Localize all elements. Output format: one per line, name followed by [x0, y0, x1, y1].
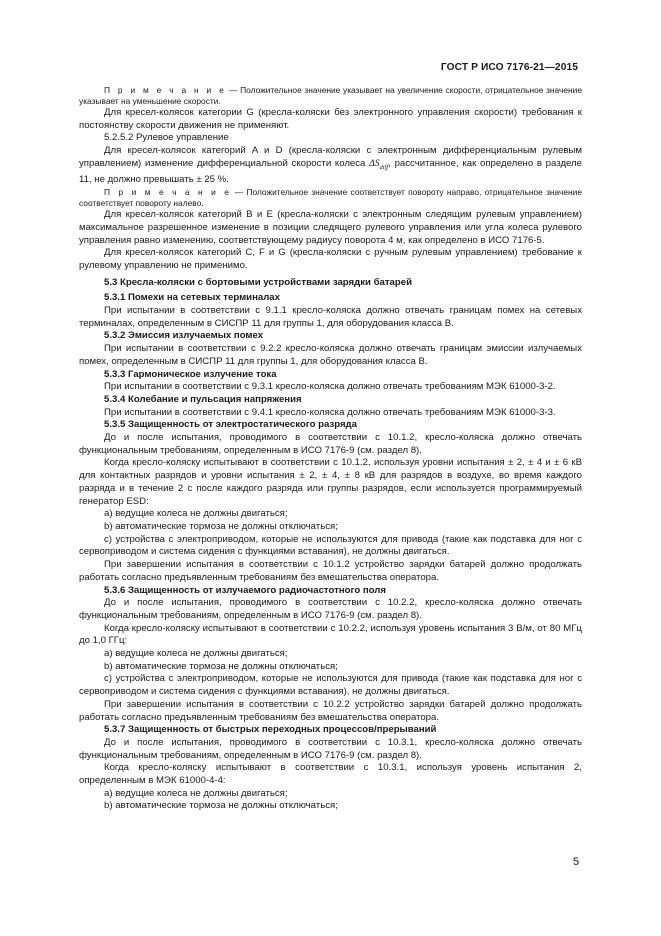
paragraph: Когда кресло-коляску испытывают в соответствии с 10.3.1, используя уровень испытания 2, определенным в МЭК 61000-4-4: [79, 762, 582, 787]
note-label: П р и м е ч а н и е [104, 187, 232, 198]
formula-base: ΔS [369, 157, 380, 169]
note-speed [79, 85, 582, 107]
paragraph: До и после испытания, проводимого в соответствии с 10.1.2, кресло-коляска должно отвечать функциональным требованиям, определенным в ИСО 7176-9 (см. раздел 8). [79, 432, 582, 456]
subsection-heading: 5.3.3 Гармоническое излучение тока [104, 368, 277, 380]
subsection-heading: 5.3.2 Эмиссия излучаемых помех [104, 330, 264, 342]
paragraph: При завершении испытания в соответствии с 10.2.2 устройство зарядки батарей должно продолжать работать согласно предъявленным требованиям без вмешательства оператора. [79, 698, 582, 723]
page-body [79, 85, 582, 813]
note-steering [79, 187, 582, 209]
note-text: — Положительное значение указывает на увеличение скорости, отрицательное значение указывает на уменьшение скорости. [79, 85, 582, 106]
subsection-title: 5.2.5.2 Рулевое управление [104, 132, 229, 144]
list-item: c) устройства с электроприводом, которые не используются для привода (такие как подставка для ног с сервоприводом и система сидения с функциями вставания), не должны двигаться. [79, 673, 582, 698]
subsection-heading: 5.3.4 Колебание и пульсация напряжения [104, 393, 302, 405]
paragraph [79, 145, 582, 187]
formula-subscript: diff [379, 163, 389, 171]
section-heading: 5.3 Кресла-коляски с бортовыми устройствами зарядки батарей [104, 276, 412, 288]
subsection-heading: 5.3.6 Защищенность от излучаемого радиочастотного поля [104, 584, 386, 596]
paragraph: Когда кресло-коляску испытывают в соответствии с 10.2.2, используя уровень испытания 3 В/м, от 80 МГц до 1,0 ГГц: [79, 622, 582, 647]
list-item: c) устройства с электроприводом, которые не используются для привода (такие как подставка для ног с сервоприводом и система сидения с функциями вставания), не должны двигаться. [79, 533, 582, 558]
paragraph: При испытании в соответствии с 9.4.1 кресло-коляска должно отвечать требованиям МЭК 61000-3-3. [104, 406, 556, 418]
note-text: — Положительное значение соответствует повороту направо, отрицательное значение соответствует повороту налево. [79, 187, 582, 209]
subsection-heading: 5.3.5 Защищенность от электростатического разряда [104, 419, 357, 431]
list-item: b) автоматические тормоза не должны отключаться; [104, 660, 338, 672]
text-fragment: Для кресел-колясок категорий A и D (кресла-коляски с электронным дифференциальным рулевым управлением) изменение дифференциальной скорости колеса [79, 145, 582, 169]
list-item: a) ведущие колеса не должны двигаться; [104, 508, 288, 520]
paragraph: При испытании в соответствии с 9.1.1 кресло-коляска должно отвечать границам помех на сетевых терминалах, определенным в СИСПР 11 для группы 1, для оборудования класса B. [79, 305, 582, 329]
paragraph: Для кресел-колясок категорий B и E (кресла-коляски с электронным следящим рулевым управлением) максимальное разрешенное изменение в позиции следящего рулевого управления или угла колеса рулевого управления равно изменению, соответствующему радиусу поворота 4 м, как определено в ИСО 7176-5. [79, 209, 582, 246]
paragraph: Для кресел-колясок категории G (кресла-коляски без электронного управления скорости) требования к постоянству скорости движения не применяют. [79, 107, 582, 131]
subsection-heading: 5.3.7 Защищенность от быстрых переходных процессов/прерываний [104, 724, 437, 736]
paragraph: До и после испытания, проводимого в соответствии с 10.2.2, кресло-коляска должно отвечать функциональным требованиям, определенным в ИСО 7176-9 (см. раздел 8). [79, 597, 582, 621]
paragraph: При испытании в соответствии с 9.3.1 кресло-коляска должно отвечать требованиям МЭК 61000-3-2. [104, 381, 556, 393]
paragraph: Когда кресло-коляску испытывают в соответствии с 10.1.2, используя уровни испытания ± 2, ± 4 и ± 6 кВ для контактных разрядов и уровни испытания ± 2, ± 4, ± 8 кВ для разрядов в воздухе, во время каждого разряда и в течение 2 с после каждого разряда или группы разрядов, если используется программируемый генератор ESD: [79, 457, 582, 507]
formula-symbol [369, 158, 388, 169]
subsection-heading: 5.3.1 Помехи на сетевых терминалах [104, 292, 280, 304]
list-item: b) автоматические тормоза не должны отключаться; [104, 800, 338, 812]
list-item: a) ведущие колеса не должны двигаться; [104, 787, 288, 799]
paragraph: При завершении испытания в соответствии с 10.1.2 устройство зарядки батарей должно продолжать работать согласно предъявленным требованиям без вмешательства оператора. [79, 559, 582, 583]
text-fragment: , рассчитанное, как определено в разделе 11, не должно превышать ± 25 %. [79, 157, 582, 186]
paragraph: Для кресел-колясок категорий C, F и G (кресла-коляски с ручным рулевым управлением) требование к рулевому управлению не применимо. [79, 247, 582, 271]
list-item: b) автоматические тормоза не должны отключаться; [104, 521, 338, 532]
paragraph: При испытании в соответствии с 9.2.2 кресло-коляска должно отвечать границам эмиссии излучаемых помех, определенным в СИСПР 11 для группы 1, для оборудования класса B. [79, 343, 582, 367]
note-label: П р и м е ч а н и е [104, 85, 227, 95]
standard-identifier: ГОСТ Р ИСО 7176-21—2015 [440, 62, 578, 73]
list-item: a) ведущие колеса не должны двигаться; [104, 648, 288, 660]
page-number: 5 [573, 856, 580, 868]
paragraph: До и после испытания, проводимого в соответствии с 10.3.1, кресло-коляска должно отвечать функциональным требованиям, определенным в ИСО 7176-9 (см. раздел 8). [79, 736, 582, 761]
